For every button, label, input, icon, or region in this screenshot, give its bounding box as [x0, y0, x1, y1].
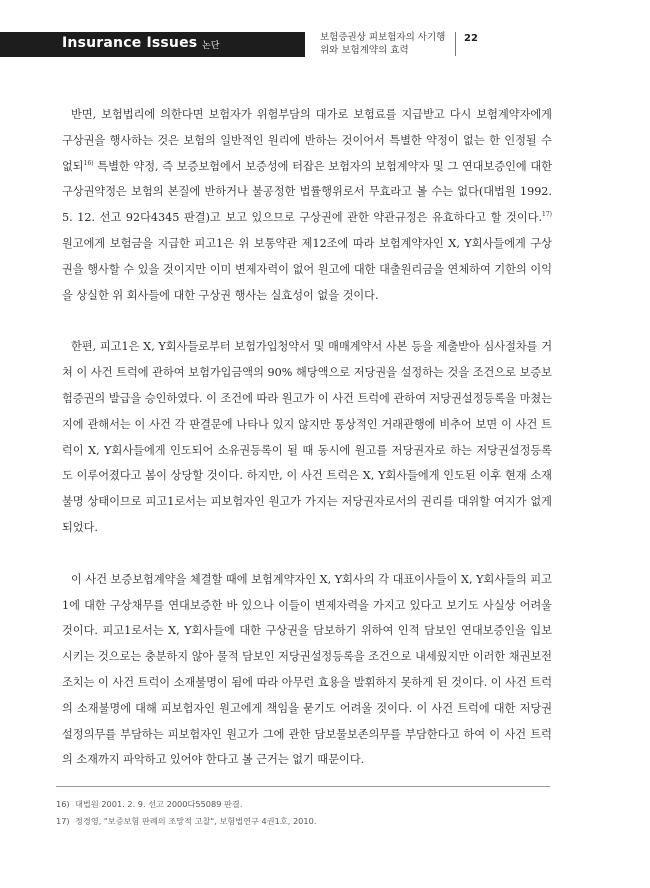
page-header [0, 0, 650, 60]
footnotes [56, 796, 556, 830]
footnote-16 [56, 796, 556, 813]
paragraph-3: 이 사건 보증보험계약을 체결할 때에 보험계약자인 X, Y회사의 각 대표이사들이 X, Y회사들의 피고1에 대한 구상채무를 연대보증한 바 있으나 이들이 변제자력을 가지고 있다고 보기도 사실상 어려울 것이다. 피고1로서는 X, Y회사들에 대한 구상권을 담보하기 위하여 인적 담보인 연대보증인을 입보시키는 것으로는 충분하지 않아 물적 담보인 저당권설정등록을 조건으로 내세웠지만 이러한 채권보전조치는 이 사건 트럭이 소재불명이 됨에 따라 아무런 효용을 발휘하지 못하게 된 것이다. 이 사건 트럭의 소재불명에 대해 피보험자인 원고에게 책임을 묻기도 어려울 것이다. 이 사건 트럭에 대한 저당권설정의무를 부담하는 피보험자인 원고가 그에 관한 담보물보존의무를 부담한다고 하여 이 사건 트럭의 소재까지 파악하고 있어야 한다고 볼 근거는 없기 때문이다. [62, 572, 552, 767]
footnote-ref-17[interactable]: 17) [542, 211, 552, 219]
footnote-ref-16[interactable]: 16) [83, 159, 94, 167]
footnote-text: 대법원 2001. 2. 9. 선고 2000다55089 판결. [75, 799, 243, 809]
paragraph-1-part-c: 원고에게 보험금을 지급한 피고1은 위 보통약관 제12조에 따라 보험계약자인 X, Y회사들에게 구상권을 행사할 수 있을 것이지만 이미 변제자력이 없어 원고에 대한 대출원리금을 연체하여 기한의 이익을 상실한 위 회사들에 대한 구상권 행사는 실효성이 없을 것이다. [62, 236, 552, 302]
section-tag: 논단 [202, 41, 220, 51]
header-bar [0, 32, 305, 57]
page-number: 22 [464, 33, 478, 44]
paragraph-1-part-b: 특별한 약정, 즉 보증보험에서 보증성에 터잡은 보험자의 보험계약자 및 그 연대보증인에 대한 구상권약정은 보험의 본질에 반하거나 불공정한 법률행위로서 무효라고 볼 수는 없다(대법원 1992. 5. 12. 선고 92다4345 판결)고 보고 있으므로 구상권에 관한 약관규정은 유효하다고 할 것이다. [62, 159, 552, 225]
paragraph-1 [62, 102, 552, 308]
footnote-number: 17) [56, 816, 70, 826]
footnote-17 [56, 813, 556, 830]
footnote-number: 16) [56, 799, 70, 809]
footnote-divider [56, 786, 550, 787]
running-title: 보험증권상 피보험자의 사기행위와 보험계약의 효력 [320, 32, 446, 56]
paragraph-2: 한편, 피고1은 X, Y회사들로부터 보험가입청약서 및 매매계약서 사본 등을 제출받아 심사절차를 거쳐 이 사건 트럭에 관하여 보험가입금액의 90% 해당액으로 저당권을 설정하는 것을 조건으로 보증보험증권의 발급을 승인하였다. 이 조건에 따라 원고가 이 사건 트럭에 관하여 저당권설정등록을 마쳤는지에 관해서는 이 사건 각 판결문에 나타나 있지 않지만 통상적인 거래관행에 비추어 보면 이 사건 트럭이 X, Y회사들에게 인도되어 소유권등록이 될 때 동시에 원고를 저당권자로 하는 저당권설정등록도 이루어졌다고 봄이 상당할 것이다. 하지만, 이 사건 트럭은 X, Y회사들에게 인도된 이후 현재 소재불명 상태이므로 피고1로서는 피보험자인 원고가 가지는 저당권자로서의 권리를 대위할 여지가 없게 되었다. [62, 340, 552, 534]
body-text [62, 102, 552, 799]
footnote-text: 정경영, "보증보험 판례의 조망적 고찰", 보험법연구 4권1호, 2010. [75, 816, 317, 826]
header-divider [455, 32, 456, 56]
paragraph-1-part-a: 반면, 보험법리에 의한다면 보험자가 위험부담의 대가로 보험료를 지급받고 다시 보험계약자에게 구상권을 행사하는 것은 보험의 일반적인 원리에 반하는 것이어서 특별한 약정이 없는 한 인정될 수 없되 [62, 108, 552, 173]
journal-brand: Insurance Issues [62, 35, 198, 51]
